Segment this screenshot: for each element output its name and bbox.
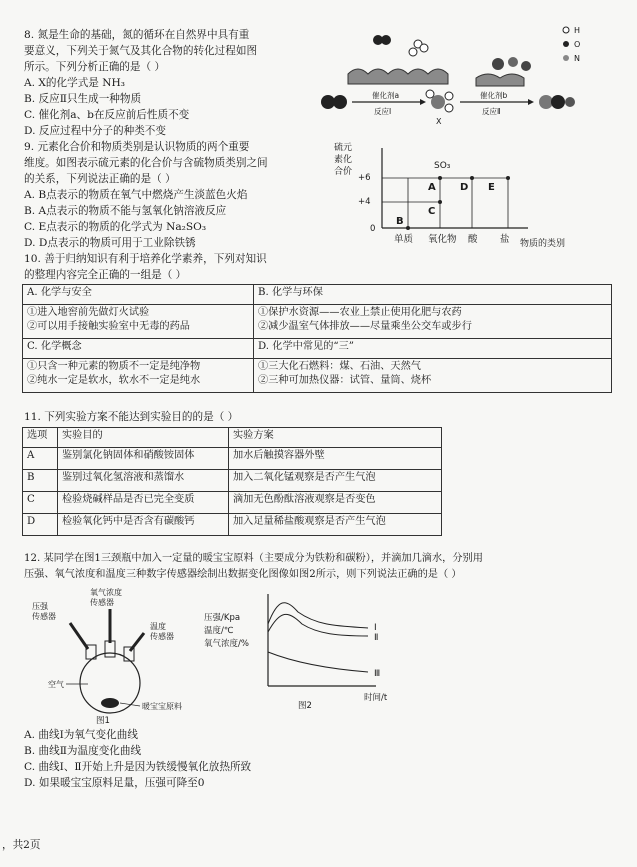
fig2-ylabel-pressure: 压强/Kpa — [204, 613, 241, 623]
point-b: B — [396, 216, 404, 227]
product-molecule-icon — [539, 95, 553, 109]
q10-b-title: B. 化学与环保 — [254, 285, 612, 305]
legend-o: O — [574, 40, 581, 49]
svg-text:反应Ⅰ: 反应Ⅰ — [374, 107, 392, 116]
q8-line-3: 所示。下列分析正确的是（ ） — [24, 61, 166, 73]
molecule-icon — [492, 58, 504, 70]
sulfur-valence-chart — [330, 138, 600, 250]
q11-header-plan: 实验方案 — [229, 428, 442, 448]
q12-line-1: 12. 某同学在图1三颈瓶中加入一定量的暖宝宝原料（主要成分为铁粉和碳粉），并滴加几滴水，分别用 — [24, 553, 483, 564]
curve-i-label: Ⅰ — [374, 623, 377, 633]
o2-sensor-label-1: 氧气浓度 — [90, 588, 122, 597]
ytick-zero: 0 — [370, 224, 376, 234]
point-e: E — [488, 182, 495, 193]
x-axis-label: 物质的类别 — [520, 239, 566, 249]
q10-line-1: 10. 善于归纳知识有利于培养化学素养，下列对知识 — [24, 253, 267, 265]
svg-text:催化剂a: 催化剂a — [372, 91, 400, 100]
q10-a-title: A. 化学与安全 — [23, 285, 254, 305]
xcat-elemental: 单质 — [394, 234, 414, 245]
legend-h: H — [574, 26, 581, 35]
q10-a-content: ①进入地窖前先做灯火试验 ②可以用手接触实验室中无毒的药品 — [23, 305, 254, 339]
fig2-ylabel-temp: 温度/℃ — [204, 626, 234, 636]
material-label: 暖宝宝原料 — [142, 702, 182, 711]
table-row: A — [23, 448, 58, 470]
point-d: D — [460, 182, 469, 193]
q10-d-content: ①三大化石燃料：煤、石油、天然气 ②三种可加热仪器：试管、量筒、烧杯 — [254, 359, 612, 393]
catalyst-a-surface-icon — [348, 69, 448, 84]
xcat-oxide: 氧化物 — [428, 234, 457, 245]
q11-table: 选项 实验目的 实验方案 A 鉴别氯化钠固体和硝酸铵固体 加水后触摸容器外壁 B 鉴别过氧化氢溶液和蒸馏水 加入二氧化锰观察是否产生气泡 C 检验烧碱样品是否已完全变质 滴加无色酚酞溶液观察是否变色 D 检验氧化钙中是否含有碳酸钙 加入足量稀盐酸观察是否产生气泡 — [22, 427, 442, 536]
q8-option-a: A. X的化学式是 NH₃ — [24, 77, 126, 89]
figure1-caption: 图1 — [96, 716, 110, 726]
q10-c-content: ①只含一种元素的物质不一定是纯净物 ②纯水一定是软水，软水不一定是纯水 — [23, 359, 254, 393]
q11-header-purpose: 实验目的 — [58, 428, 229, 448]
q8-line-2: 要意义，下列关于氮气及其化合物的转化过程如图 — [24, 45, 258, 57]
three-neck-flask-figure — [30, 585, 220, 725]
q8-option-d: D. 反应过程中分子的种类不变 — [24, 125, 166, 137]
table-row: D — [23, 514, 58, 536]
table-row: C — [23, 492, 58, 514]
curve-iii — [268, 652, 368, 672]
point-a: A — [428, 182, 436, 193]
sensor-curves-figure — [204, 590, 428, 720]
xcat-acid: 酸 — [468, 234, 478, 245]
air-label: 空气 — [48, 680, 64, 689]
svg-text:催化剂b: 催化剂b — [480, 91, 508, 100]
fig2-xlabel: 时间/t — [364, 693, 388, 703]
nitrogen-cycle-diagram — [318, 22, 618, 132]
q11-title: 11. 下列实验方案不能达到实验目的的是（ ） — [24, 411, 239, 423]
ytick-plus4: +4 — [358, 197, 371, 207]
o2-sensor-label-2: 传感器 — [90, 598, 114, 607]
q9-option-b: B. A点表示的物质不能与氢氧化钠溶液反应 — [24, 205, 227, 217]
q9-option-a: A. B点表示的物质在氧气中燃烧产生淡蓝色火焰 — [24, 189, 248, 201]
chart-ylabel-3: 合价 — [334, 167, 353, 177]
q9-line-3: 的关系，下列说法正确的是（ ） — [24, 173, 176, 185]
q8-option-b: B. 反应Ⅱ只生成一种物质 — [24, 93, 142, 105]
q12-option-a: A. 曲线Ⅰ为氧气变化曲线 — [24, 729, 138, 741]
pressure-sensor-label-2: 传感器 — [32, 612, 56, 621]
q9-option-c: C. E点表示的物质的化学式为 Na₂SO₃ — [24, 221, 207, 233]
q8-line-1: 8. 氮是生命的基础，氮的循环在自然界中具有重 — [24, 29, 250, 41]
q11-header-option: 选项 — [23, 428, 58, 448]
q10-d-title: D. 化学中常见的“三” — [254, 339, 612, 359]
q8-option-c: C. 催化剂a、b在反应前后性质不变 — [24, 109, 190, 121]
svg-text:反应Ⅱ: 反应Ⅱ — [482, 107, 501, 116]
xcat-salt: 盐 — [500, 234, 510, 245]
q10-b-content: ①保护水资源——农业上禁止使用化肥与农药 ②减少温室气体排放——尽量乘坐公交车或步行 — [254, 305, 612, 339]
fig2-ylabel-o2: 氧气浓度/% — [204, 639, 249, 649]
chart-ylabel-1: 硫元 — [334, 143, 353, 153]
q9-line-2: 维度。如图表示硫元素的化合价与含硫物质类别之间 — [24, 157, 268, 169]
q10-table — [22, 284, 612, 393]
x-label: X — [436, 117, 442, 126]
pressure-sensor-label-1: 压强 — [32, 602, 48, 611]
curve-ii-label: Ⅱ — [374, 633, 379, 643]
page-footer: ，共2页 — [2, 839, 41, 851]
q9-option-d: D. D点表示的物质可用于工业除铁锈 — [24, 237, 196, 249]
chart-ylabel-2: 素化 — [334, 155, 353, 165]
q10-line-2: 的整理内容完全正确的一组是（ ） — [24, 269, 187, 281]
q10-c-title: C. 化学概念 — [23, 339, 254, 359]
n2-molecule-icon — [321, 95, 335, 109]
table-row: B — [23, 470, 58, 492]
point-c: C — [428, 206, 436, 217]
temp-sensor-label-2: 传感器 — [150, 632, 174, 641]
q12-line-2: 压强、氧气浓度和温度三种数字传感器绘制出数据变化图像如图2所示，则下列说法正确的是（ ） — [24, 569, 462, 580]
temp-sensor-label-1: 温度 — [150, 622, 166, 631]
catalyst-b-surface-icon — [476, 74, 524, 86]
q9-line-1: 9. 元素化合价和物质类别是认识物质的两个重要 — [24, 141, 250, 153]
q12-option-b: B. 曲线Ⅱ为温度变化曲线 — [24, 745, 142, 757]
legend-n: N — [574, 54, 580, 63]
figure2-caption: 图2 — [298, 701, 312, 711]
ytick-plus6: +6 — [358, 173, 371, 183]
q12-option-d: D. 如果暖宝宝原料足量，压强可降至0 — [24, 777, 205, 789]
so3-label: SO₃ — [434, 161, 451, 171]
curve-iii-label: Ⅲ — [374, 669, 381, 679]
q12-option-c: C. 曲线Ⅰ、Ⅱ开始上升是因为铁缓慢氧化放热所致 — [24, 761, 252, 773]
curve-ii — [268, 614, 368, 636]
